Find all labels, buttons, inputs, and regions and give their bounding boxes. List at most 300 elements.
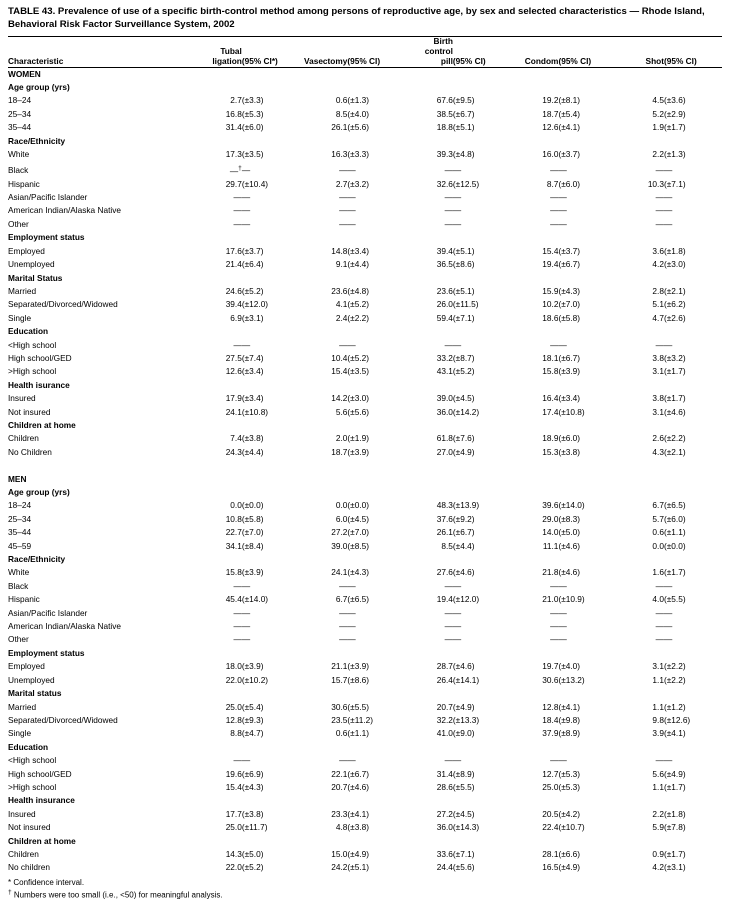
col-pill-line3: pill (440, 55, 453, 66)
table-row (8, 687, 722, 700)
row-label: Separated/Divorced/Widowed (8, 714, 118, 725)
col-tubal-line2: ligation (212, 55, 242, 66)
cell-ci: (±1.8) (663, 808, 686, 819)
cell-ci: (±4.8) (452, 149, 475, 160)
cell-ci: (±5.5) (663, 594, 686, 605)
cell-ci: (±10.2) (241, 674, 269, 685)
cell-value (405, 486, 453, 499)
cell-value: 21.0 (542, 594, 559, 605)
row-label: Hispanic (8, 178, 40, 189)
row-label: Black (8, 165, 29, 176)
cell-value: 4.7 (652, 312, 664, 323)
cell-value: 8.5 (441, 540, 453, 551)
cell-ci: (±11.2) (347, 714, 373, 725)
cell-ci: (±3.5) (241, 149, 264, 160)
cell-value: 10.8 (225, 513, 242, 524)
cell-ci: (±2.1) (663, 285, 686, 296)
cell-value: 16.0 (542, 149, 559, 160)
cell-value: 39.4 (225, 299, 242, 310)
cell-ci: (±2.6) (663, 312, 686, 323)
cell-ci: (±2.2) (347, 312, 369, 323)
cell-ci: — (558, 580, 567, 591)
cell-ci (347, 647, 405, 660)
cell-ci: (±14.0) (558, 500, 585, 511)
cell-value: 28.6 (436, 781, 453, 792)
cell-ci: — (663, 634, 673, 645)
cell-ci: — (663, 755, 673, 766)
cell-value: 5.1 (652, 299, 664, 310)
cell-value: 15.9 (542, 285, 559, 296)
cell-value: 12.6 (225, 366, 242, 377)
cell-ci (664, 647, 722, 660)
col-tubal-ci: (95% CI*) (241, 55, 278, 66)
cell-value (511, 794, 559, 807)
cell-ci: (±1.8) (663, 245, 686, 256)
col-pill-line2: control (424, 46, 453, 57)
cell-ci: (±0.0) (241, 500, 264, 511)
cell-value: 18.7 (542, 108, 559, 119)
cell-value (511, 647, 559, 660)
cell-ci: (±6.7) (558, 259, 581, 270)
cell-value: 29.7 (225, 178, 242, 189)
cell-ci (453, 419, 511, 432)
cell-ci (664, 379, 722, 392)
cell-ci: — (558, 339, 567, 350)
cell-value: 25.0 (542, 781, 559, 792)
cell-value (300, 325, 348, 338)
cell-value: 18.0 (225, 661, 242, 672)
cell-value (405, 553, 453, 566)
cell-ci: (±4.4) (241, 446, 264, 457)
cell-ci: (±1.3) (347, 95, 369, 106)
footnote-confidence-interval: * Confidence interval. (8, 877, 85, 887)
cell-value: 18.6 (542, 312, 559, 323)
table-row (8, 620, 722, 633)
table-row (8, 808, 722, 821)
cell-ci: (±7.1) (452, 312, 475, 323)
cell-value: 27.5 (225, 352, 242, 363)
cell-value: 32.2 (436, 714, 453, 725)
cell-ci: — (241, 339, 251, 350)
cell-ci: (±12.5) (452, 178, 480, 189)
cell-value: — (339, 218, 348, 229)
cell-value: 48.3 (436, 500, 453, 511)
footnotes (8, 878, 722, 901)
cell-value (511, 231, 559, 244)
col-condom: Condom (524, 55, 559, 66)
cell-ci: (±2.2) (663, 674, 686, 685)
table-row (8, 593, 722, 606)
row-label: Insured (8, 808, 36, 819)
cell-value: 0.0 (652, 540, 664, 551)
cell-ci: (±6.4) (241, 259, 264, 270)
cell-value (511, 687, 559, 700)
cell-value: — (550, 621, 559, 632)
row-label: Married (8, 285, 37, 296)
cell-ci (242, 135, 300, 148)
cell-ci: — (347, 192, 356, 203)
cell-value: 2.0 (335, 433, 348, 444)
cell-ci (664, 486, 722, 499)
table-row (8, 553, 722, 566)
cell-ci: (±4.4) (452, 540, 475, 551)
cell-ci (453, 835, 511, 848)
row-label: Other (8, 218, 29, 229)
cell-ci: (±6.0) (558, 178, 581, 189)
cell-value: 21.1 (331, 661, 348, 672)
cell-ci: (±4.9) (452, 701, 475, 712)
row-label: Employed (8, 245, 45, 256)
cell-ci: (±5.3) (558, 781, 581, 792)
cell-value (616, 473, 664, 486)
cell-value: 34.1 (225, 540, 242, 551)
table-row (8, 741, 722, 754)
cell-value: 23.6 (331, 285, 348, 296)
cell-ci (664, 135, 722, 148)
cell-ci: (±13.9) (452, 500, 480, 511)
cell-value: 3.1 (652, 366, 664, 377)
cell-value: — (550, 580, 559, 591)
table-row (8, 861, 722, 874)
cell-ci: (±5.0) (241, 848, 264, 859)
cell-ci: (±1.7) (663, 781, 686, 792)
cell-value: — (339, 165, 348, 176)
cell-value (194, 419, 242, 432)
cell-value (300, 741, 348, 754)
cell-ci (347, 67, 405, 81)
cell-ci: (±9.8) (558, 714, 581, 725)
table-row (8, 312, 722, 325)
cell-ci: (±12.6) (663, 714, 691, 725)
row-label: 35–44 (8, 122, 32, 133)
cell-ci: (±10.8) (558, 406, 585, 417)
cell-ci: (±5.6) (347, 122, 369, 133)
cell-ci: — (347, 755, 356, 766)
cell-ci: (±4.7) (241, 728, 264, 739)
col-vasectomy-ci: (95% CI) (347, 55, 381, 66)
row-label: Single (8, 312, 32, 323)
cell-value (616, 794, 664, 807)
cell-ci: (±2.9) (663, 108, 686, 119)
cell-ci (664, 794, 722, 807)
col-pill-line1: Birth (433, 36, 453, 47)
row-label: High school/GED (8, 768, 72, 779)
table-row (8, 204, 722, 217)
cell-ci (453, 325, 511, 338)
cell-value: 39.0 (331, 540, 348, 551)
cell-ci: (±4.1) (558, 122, 581, 133)
cell-value: — (550, 165, 559, 176)
cell-ci: (±13.2) (558, 674, 585, 685)
cell-value (300, 81, 348, 94)
cell-value (405, 67, 453, 81)
table-row (8, 298, 722, 311)
cell-value: 16.4 (542, 393, 559, 404)
row-label: White (8, 567, 30, 578)
cell-value: 16.3 (331, 149, 348, 160)
cell-value: 6.7 (652, 500, 664, 511)
table-row (8, 701, 722, 714)
cell-ci (558, 741, 616, 754)
cell-value: 22.4 (542, 822, 559, 833)
cell-ci: (±14.3) (452, 822, 480, 833)
cell-value: 15.8 (225, 567, 242, 578)
cell-ci: (±3.9) (241, 661, 264, 672)
row-label: 25–34 (8, 108, 32, 119)
cell-value: 10.4 (331, 352, 348, 363)
table-row (8, 285, 722, 298)
row-label: >High school (8, 781, 57, 792)
table-body (8, 67, 722, 875)
cell-value: 5.6 (652, 768, 664, 779)
cell-value: 3.6 (652, 245, 664, 256)
cell-ci: (±5.1) (452, 285, 475, 296)
table-row (8, 272, 722, 285)
cell-value: — (655, 218, 664, 229)
cell-ci (347, 553, 405, 566)
col-characteristic-label: Characteristic (8, 55, 64, 66)
cell-value: 38.5 (436, 108, 453, 119)
cell-value: — (233, 755, 242, 766)
cell-value (511, 486, 559, 499)
cell-ci (664, 231, 722, 244)
row-label: 18–24 (8, 500, 32, 511)
row-label: Not insured (8, 822, 51, 833)
cell-ci: — (452, 607, 462, 618)
cell-ci (558, 81, 616, 94)
cell-value (300, 486, 348, 499)
cell-value: — (655, 165, 664, 176)
cell-ci: — (663, 580, 673, 591)
table-row (8, 135, 722, 148)
cell-value (616, 553, 664, 566)
row-label: Race/Ethnicity (8, 554, 66, 565)
cell-ci: (±12.0) (452, 594, 480, 605)
cell-ci: — (558, 607, 567, 618)
cell-ci: — (663, 165, 673, 176)
cell-value: 20.7 (436, 701, 453, 712)
cell-ci: (±4.6) (663, 406, 686, 417)
cell-value: 3.9 (652, 728, 664, 739)
row-label: No Children (8, 446, 52, 457)
col-condom-ci: (95% CI) (558, 55, 592, 66)
cell-value: — (339, 634, 348, 645)
row-label: Age group (yrs) (8, 82, 70, 93)
cell-ci: (±3.9) (347, 661, 369, 672)
cell-ci: (±4.3) (558, 285, 581, 296)
cell-value: — (233, 218, 242, 229)
cell-ci: — (452, 621, 462, 632)
cell-ci: (±3.1) (663, 862, 686, 873)
cell-ci: (±10.8) (241, 406, 269, 417)
cell-value: 30.6 (542, 674, 559, 685)
cell-value: 2.6 (652, 433, 664, 444)
table-row (8, 365, 722, 378)
cell-ci: (±14.0) (241, 594, 269, 605)
cell-ci: (±3.5) (347, 366, 369, 377)
cell-value: 59.4 (436, 312, 453, 323)
cell-value: 22.7 (225, 527, 242, 538)
cell-ci: (±5.2) (347, 352, 369, 363)
cell-value: 39.4 (436, 245, 453, 256)
cell-ci (242, 553, 300, 566)
cell-ci (347, 794, 405, 807)
cell-ci: (±4.6) (558, 567, 581, 578)
cell-value: 27.0 (436, 446, 453, 457)
cell-ci: — (241, 580, 251, 591)
table-row (8, 148, 722, 161)
cell-ci: (±6.5) (347, 594, 369, 605)
cell-value: 21.4 (225, 259, 242, 270)
cell-value: 19.2 (542, 95, 559, 106)
cell-ci: (±1.1) (347, 728, 369, 739)
cell-ci: (±3.1) (241, 312, 264, 323)
cell-value: 10.2 (542, 299, 559, 310)
col-tubal-ligation (194, 37, 242, 67)
cell-value: 4.1 (335, 299, 348, 310)
cell-ci: (±7.0) (241, 527, 264, 538)
cell-value: 17.7 (225, 808, 242, 819)
cell-value: 19.4 (436, 594, 453, 605)
cell-ci (242, 419, 300, 432)
cell-value (405, 231, 453, 244)
cell-ci: (±7.0) (558, 299, 581, 310)
cell-ci: (±4.9) (452, 446, 475, 457)
cell-value: 17.9 (225, 393, 242, 404)
cell-value: 1.1 (652, 781, 664, 792)
table-row (8, 406, 722, 419)
cell-ci: (±7.0) (347, 527, 369, 538)
cell-ci: (±11.5) (452, 299, 479, 310)
cell-ci (664, 553, 722, 566)
cell-ci: (±3.4) (241, 393, 264, 404)
cell-value: 8.8 (230, 728, 242, 739)
cell-value: 24.3 (225, 446, 242, 457)
cell-ci: (±1.2) (663, 701, 686, 712)
cell-value: — (550, 339, 559, 350)
row-label: Unemployed (8, 674, 55, 685)
cell-ci (453, 553, 511, 566)
cell-ci: (±3.8) (241, 433, 264, 444)
cell-value: 5.9 (652, 822, 664, 833)
cell-value (300, 67, 348, 81)
cell-value: — (444, 205, 453, 216)
cell-ci: (±7.1) (452, 848, 475, 859)
cell-ci: (±8.7) (452, 352, 475, 363)
cell-ci: (±6.0) (558, 433, 581, 444)
cell-ci: (±3.7) (241, 245, 264, 256)
cell-ci (664, 835, 722, 848)
cell-ci: (±4.5) (347, 513, 369, 524)
row-label: Race/Ethnicity (8, 135, 66, 146)
cell-value (616, 741, 664, 754)
cell-ci: (±4.5) (452, 808, 475, 819)
cell-ci (347, 81, 405, 94)
cell-value: — (233, 607, 242, 618)
table-row (8, 674, 722, 687)
cell-value: 1.6 (652, 567, 664, 578)
cell-ci: (±14.2) (452, 406, 480, 417)
cell-ci: (±3.4) (347, 245, 369, 256)
cell-ci: (±5.8) (558, 312, 581, 323)
cell-value (194, 687, 242, 700)
cell-ci: (±5.5) (347, 701, 369, 712)
cell-ci: (±7.4) (241, 352, 264, 363)
cell-value: — (550, 607, 559, 618)
cell-value (194, 473, 242, 486)
cell-value: 2.4 (335, 312, 348, 323)
cell-value (194, 835, 242, 848)
cell-value: — (339, 621, 348, 632)
cell-ci: — (663, 192, 673, 203)
cell-value: — (444, 192, 453, 203)
cell-value: 2.2 (652, 808, 664, 819)
cell-value: 67.6 (436, 95, 453, 106)
cell-ci: — (663, 621, 673, 632)
cell-value: — (339, 755, 348, 766)
cell-ci: (±4.2) (558, 808, 581, 819)
table-header (8, 37, 722, 67)
cell-ci (242, 81, 300, 94)
cell-value: 26.0 (436, 299, 453, 310)
cell-ci: (±5.6) (347, 406, 369, 417)
cell-ci: (±5.3) (241, 108, 264, 119)
table-row (8, 473, 722, 486)
cell-value: 6.9 (230, 312, 242, 323)
row-label: Children (8, 433, 39, 444)
cell-value: 4.2 (652, 862, 664, 873)
cell-ci: (±4.1) (558, 701, 581, 712)
cell-value: 16.5 (542, 862, 559, 873)
table-spacer-row (8, 459, 722, 472)
cell-ci: (±4.6) (558, 540, 581, 551)
cell-value (511, 835, 559, 848)
cell-value: 15.4 (225, 781, 242, 792)
cell-ci: (±8.1) (558, 95, 581, 106)
cell-ci: (±1.7) (663, 366, 686, 377)
table-row (8, 419, 722, 432)
cell-ci: (±6.7) (558, 352, 581, 363)
table-row (8, 81, 722, 94)
cell-value: 19.6 (225, 768, 242, 779)
cell-value (300, 687, 348, 700)
row-label: 35–44 (8, 527, 32, 538)
cell-ci: (±3.9) (241, 567, 264, 578)
cell-value: 22.0 (225, 862, 242, 873)
cell-value: 6.0 (335, 513, 348, 524)
table-row (8, 231, 722, 244)
cell-value: 0.6 (335, 95, 348, 106)
cell-ci: (±6.9) (241, 768, 264, 779)
cell-value: — (233, 205, 242, 216)
cell-ci: (±3.7) (558, 149, 581, 160)
cell-value (616, 379, 664, 392)
cell-ci: (±3.3) (347, 149, 369, 160)
cell-value (194, 553, 242, 566)
cell-value: 14.8 (331, 245, 348, 256)
footnote-small-numbers: † Numbers were too small (i.e., <50) for meaningful analysis. (8, 888, 223, 900)
cell-value (194, 794, 242, 807)
cell-ci (453, 486, 511, 499)
row-label: 45–59 (8, 540, 32, 551)
row-label: Age group (yrs) (8, 487, 70, 497)
cell-value: — (444, 339, 453, 350)
cell-ci (558, 379, 616, 392)
table-row (8, 499, 722, 512)
cell-value (511, 272, 559, 285)
table-row (8, 526, 722, 539)
cell-value: — (444, 607, 453, 618)
